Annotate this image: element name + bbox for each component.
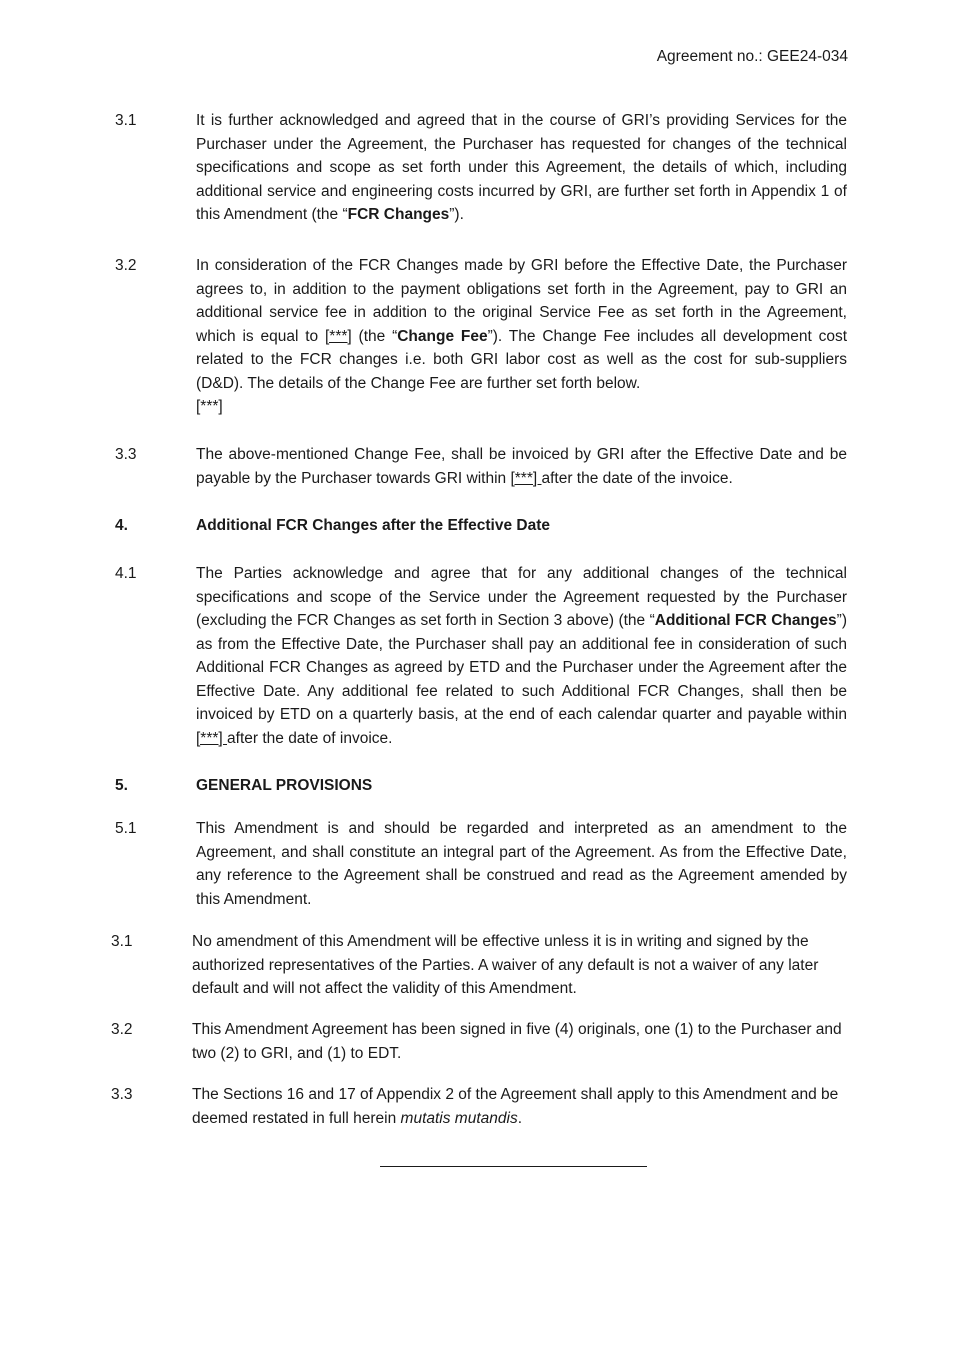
clause-text-part: The Parties acknowledge and agree that for any additional changes of the technical specifications and scope of the Service under the Agreement requested by the Purchaser (excluding the FCR Changes as set forth in Section 3 above) (the “ bbox=[196, 565, 847, 629]
section-number: 4. bbox=[115, 517, 128, 534]
clause-text bbox=[192, 1083, 850, 1130]
defined-term: Additional FCR Changes bbox=[654, 612, 837, 629]
section-title: GENERAL PROVISIONS bbox=[196, 777, 373, 794]
section-title: Additional FCR Changes after the Effective Date bbox=[196, 517, 550, 534]
clause-number: 3.2 bbox=[111, 1021, 133, 1038]
redacted-details: [***] bbox=[196, 398, 223, 415]
redacted-amount: [***] bbox=[324, 327, 352, 345]
clause-text: This Amendment Agreement has been signed in five (4) originals, one (1) to the Purchaser and two (2) to GRI, and (1) to EDT. bbox=[192, 1021, 842, 1062]
clause-text-part: In consideration of the FCR Changes made by GRI before the Effective Date, the Purchaser agrees to, in addition to the payment obligations set forth in the Agreement, pay to GRI an additional service fee in addition to the original Service Fee as set forth in the Agreement, which is equal to bbox=[196, 257, 847, 345]
clause-text-part: after the date of the invoice. bbox=[541, 469, 733, 487]
defined-term: FCR Changes bbox=[347, 206, 450, 223]
clause-text-part: ”) as from the Effective Date, the Purchaser shall pay an additional fee in consideration of such Additional FCR Changes as agreed by ETD and the Purchaser under the Agreement after the Effective Date. Any additional fee related to such Additional FCR Changes, shall then be invoiced by ETD on a quarterly basis, at the end of each calendar quarter and payable within bbox=[196, 612, 847, 723]
redacted-period: [***] bbox=[510, 469, 542, 487]
clause-text-part: ”). bbox=[449, 206, 464, 223]
clause-text: This Amendment is and should be regarded and interpreted as an amendment to the Agreement, and shall constitute an integral part of the Agreement. As from the Effective Date, any reference to the Agreement shall be construed and read as the Agreement amended by this Amendment. bbox=[196, 820, 847, 908]
clause-number: 3.3 bbox=[115, 446, 137, 463]
clause-text-part: (the “ bbox=[351, 327, 398, 345]
clause-text-part: ”). The Change Fee includes all development cost related to the FCR changes i.e. both GRI labor cost as well as the cost for sub-suppliers (D&D). The details of the Change Fee are further set forth below. bbox=[196, 327, 848, 392]
clause-number: 3.2 bbox=[115, 257, 137, 274]
clause-number: 3.3 bbox=[111, 1086, 133, 1103]
clause-text bbox=[196, 443, 847, 490]
clause-number: 4.1 bbox=[115, 565, 137, 582]
end-divider-line bbox=[380, 1166, 647, 1167]
clause-text bbox=[196, 562, 847, 750]
clause-number: 3.1 bbox=[111, 933, 133, 950]
clause-text-part: The above-mentioned Change Fee, shall be invoiced by GRI after the Effective Date and be payable by the Purchaser towards GRI within bbox=[196, 446, 847, 487]
agreement-number: Agreement no.: GEE24-034 bbox=[656, 48, 848, 65]
section-number: 5. bbox=[115, 777, 128, 794]
clause-text: No amendment of this Amendment will be effective unless it is in writing and signed by the authorized representatives of the Parties. A waiver of any default is not a waiver of any later default and will not affect the validity of this Amendment. bbox=[192, 933, 819, 997]
clause-number: 3.1 bbox=[115, 112, 137, 129]
defined-term: Change Fee bbox=[397, 327, 488, 345]
clause-text bbox=[196, 254, 847, 419]
clause-text-part: . bbox=[517, 1109, 523, 1127]
latin-phrase: mutatis mutandis bbox=[400, 1109, 518, 1127]
redacted-period: [***] bbox=[196, 729, 228, 747]
clause-text-part: It is further acknowledged and agreed that in the course of GRI’s providing Services for the Purchaser under the Agreement, the Purchaser has requested for changes of the technical specifications and scope as set forth under this Agreement, the details of which, including additional service and engineering costs incurred by GRI, are further set forth in Appendix 1 of this Amendment (the “ bbox=[196, 112, 847, 223]
clause-number: 5.1 bbox=[115, 820, 137, 837]
clause-text-part: after the date of invoice. bbox=[227, 729, 393, 747]
clause-text bbox=[196, 109, 847, 227]
clause-text-part: The Sections 16 and 17 of Appendix 2 of the Agreement shall apply to this Amendment and be deemed restated in full herein bbox=[192, 1086, 839, 1127]
